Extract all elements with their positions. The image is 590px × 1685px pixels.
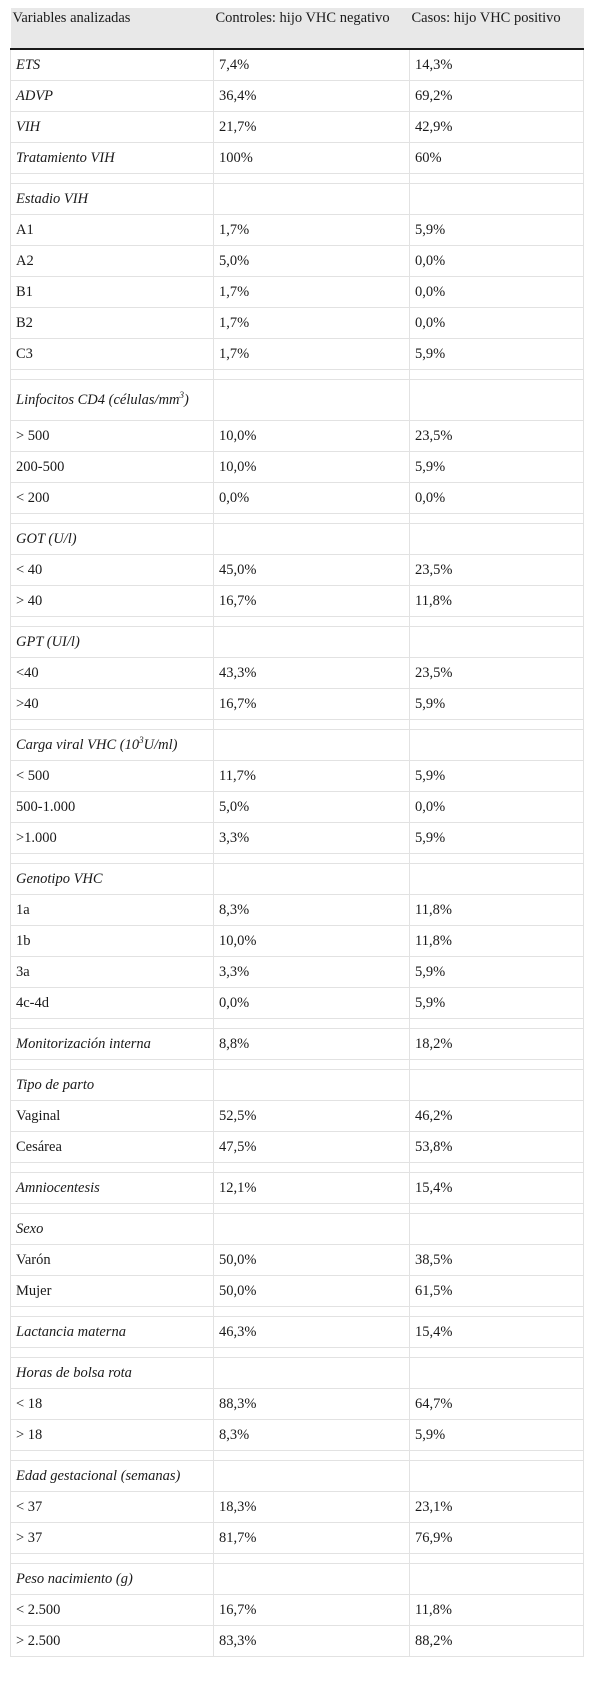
cases-value: 88,2% — [410, 1626, 584, 1657]
cases-value: 42,9% — [410, 112, 584, 143]
group-label — [11, 730, 214, 761]
spacer-cell — [11, 1554, 214, 1564]
category-row — [11, 1101, 584, 1132]
category-row — [11, 1492, 584, 1523]
spacer-cell — [410, 174, 584, 184]
group-label-text: GOT (U/l) — [16, 531, 77, 547]
group-label-text: GPT (UI/l) — [16, 634, 80, 650]
spacer-row — [11, 617, 584, 627]
data-table — [10, 8, 584, 1657]
controls-value: 43,3% — [214, 658, 410, 689]
controls-value: 10,0% — [214, 452, 410, 483]
controls-value: 1,7% — [214, 339, 410, 370]
spacer-cell — [11, 514, 214, 524]
empty-cell — [214, 1358, 410, 1389]
empty-cell — [410, 1461, 584, 1492]
spacer-cell — [11, 1204, 214, 1214]
controls-value: 46,3% — [214, 1317, 410, 1348]
spacer-row — [11, 854, 584, 864]
cases-value: 5,9% — [410, 689, 584, 720]
category-label: < 37 — [11, 1492, 214, 1523]
cases-value: 64,7% — [410, 1389, 584, 1420]
controls-value: 81,7% — [214, 1523, 410, 1554]
spacer-cell — [410, 1348, 584, 1358]
cases-value: 0,0% — [410, 277, 584, 308]
category-row — [11, 215, 584, 246]
cases-value: 5,9% — [410, 823, 584, 854]
cases-value: 61,5% — [410, 1276, 584, 1307]
group-header-row — [11, 184, 584, 215]
group-header-row — [11, 380, 584, 421]
category-label: C3 — [11, 339, 214, 370]
cases-value: 11,8% — [410, 586, 584, 617]
cases-value: 5,9% — [410, 957, 584, 988]
cases-value: 11,8% — [410, 895, 584, 926]
group-header-row — [11, 1358, 584, 1389]
spacer-cell — [410, 1060, 584, 1070]
spacer-row — [11, 1554, 584, 1564]
controls-value: 7,4% — [214, 49, 410, 81]
category-row — [11, 1132, 584, 1163]
column-header-cases: Casos: hijo VHC positivo — [410, 8, 584, 49]
category-label: Vaginal — [11, 1101, 214, 1132]
category-label: B1 — [11, 277, 214, 308]
cases-value: 18,2% — [410, 1029, 584, 1060]
group-label-text: Peso nacimiento (g) — [16, 1571, 133, 1587]
empty-cell — [410, 864, 584, 895]
cases-value: 76,9% — [410, 1523, 584, 1554]
category-label: < 2.500 — [11, 1595, 214, 1626]
cases-value: 15,4% — [410, 1317, 584, 1348]
group-label-suffix: ) — [184, 391, 189, 408]
empty-cell — [410, 1564, 584, 1595]
group-header-row — [11, 864, 584, 895]
table-body — [11, 49, 584, 1657]
empty-cell — [214, 1461, 410, 1492]
variable-label: Lactancia materna — [11, 1317, 214, 1348]
empty-cell — [214, 1070, 410, 1101]
group-label — [11, 1461, 214, 1492]
category-label: > 2.500 — [11, 1626, 214, 1657]
spacer-cell — [11, 370, 214, 380]
spacer-cell — [410, 1554, 584, 1564]
category-row — [11, 988, 584, 1019]
spacer-cell — [410, 1019, 584, 1029]
spacer-cell — [410, 514, 584, 524]
cases-value: 53,8% — [410, 1132, 584, 1163]
controls-value: 0,0% — [214, 988, 410, 1019]
empty-cell — [410, 1358, 584, 1389]
empty-cell — [410, 1214, 584, 1245]
category-label: < 200 — [11, 483, 214, 514]
category-label: B2 — [11, 308, 214, 339]
spacer-cell — [214, 1451, 410, 1461]
group-label-text: Sexo — [16, 1221, 44, 1237]
group-header-row — [11, 1461, 584, 1492]
category-row — [11, 555, 584, 586]
variable-label: ETS — [11, 49, 214, 81]
variable-row — [11, 143, 584, 174]
spacer-cell — [410, 1163, 584, 1173]
category-label: 200-500 — [11, 452, 214, 483]
group-label — [11, 1564, 214, 1595]
spacer-cell — [214, 1019, 410, 1029]
cases-value: 60% — [410, 143, 584, 174]
cases-value: 38,5% — [410, 1245, 584, 1276]
spacer-cell — [214, 1163, 410, 1173]
empty-cell — [214, 1214, 410, 1245]
group-header-row — [11, 627, 584, 658]
controls-value: 16,7% — [214, 586, 410, 617]
controls-value: 5,0% — [214, 792, 410, 823]
group-label-text: Horas de bolsa rota — [16, 1365, 132, 1381]
group-header-row — [11, 1214, 584, 1245]
controls-value: 3,3% — [214, 957, 410, 988]
empty-cell — [410, 380, 584, 421]
group-label — [11, 184, 214, 215]
controls-value: 1,7% — [214, 215, 410, 246]
spacer-row — [11, 1060, 584, 1070]
category-row — [11, 689, 584, 720]
group-header-row — [11, 1564, 584, 1595]
cases-value: 5,9% — [410, 339, 584, 370]
group-label — [11, 524, 214, 555]
cases-value: 46,2% — [410, 1101, 584, 1132]
empty-cell — [214, 627, 410, 658]
cases-value: 0,0% — [410, 308, 584, 339]
empty-cell — [410, 627, 584, 658]
cases-value: 5,9% — [410, 761, 584, 792]
spacer-cell — [214, 174, 410, 184]
spacer-cell — [214, 370, 410, 380]
spacer-row — [11, 174, 584, 184]
spacer-cell — [214, 720, 410, 730]
category-label: Varón — [11, 1245, 214, 1276]
variable-row — [11, 81, 584, 112]
variable-label: VIH — [11, 112, 214, 143]
category-row — [11, 1245, 584, 1276]
category-row — [11, 658, 584, 689]
variable-label: Amniocentesis — [11, 1173, 214, 1204]
group-label-suffix: U/ml) — [143, 737, 178, 753]
controls-value: 8,3% — [214, 895, 410, 926]
spacer-cell — [214, 514, 410, 524]
group-label — [11, 380, 214, 421]
category-row — [11, 586, 584, 617]
group-label-text: Genotipo VHC — [16, 871, 103, 887]
cases-value: 5,9% — [410, 1420, 584, 1451]
controls-value: 36,4% — [214, 81, 410, 112]
spacer-cell — [410, 1307, 584, 1317]
category-row — [11, 957, 584, 988]
spacer-cell — [11, 1451, 214, 1461]
controls-value: 16,7% — [214, 689, 410, 720]
controls-value: 0,0% — [214, 483, 410, 514]
spacer-cell — [11, 854, 214, 864]
controls-value: 50,0% — [214, 1276, 410, 1307]
spacer-cell — [410, 617, 584, 627]
group-label-text: Estadio VIH — [16, 191, 89, 207]
controls-value: 1,7% — [214, 277, 410, 308]
category-label: 4c-4d — [11, 988, 214, 1019]
controls-value: 88,3% — [214, 1389, 410, 1420]
group-header-row — [11, 524, 584, 555]
category-label: A2 — [11, 246, 214, 277]
spacer-row — [11, 1348, 584, 1358]
group-label — [11, 864, 214, 895]
controls-value: 3,3% — [214, 823, 410, 854]
variable-row — [11, 1317, 584, 1348]
category-label: >40 — [11, 689, 214, 720]
category-row — [11, 277, 584, 308]
cases-value: 15,4% — [410, 1173, 584, 1204]
cases-value: 11,8% — [410, 926, 584, 957]
category-row — [11, 792, 584, 823]
controls-value: 52,5% — [214, 1101, 410, 1132]
category-row — [11, 1389, 584, 1420]
variable-row — [11, 1029, 584, 1060]
category-label: > 37 — [11, 1523, 214, 1554]
group-header-row — [11, 730, 584, 761]
empty-cell — [214, 380, 410, 421]
column-header-controls: Controles: hijo VHC negativo — [214, 8, 410, 49]
cases-value: 14,3% — [410, 49, 584, 81]
empty-cell — [214, 864, 410, 895]
group-label — [11, 627, 214, 658]
category-label: A1 — [11, 215, 214, 246]
controls-value: 100% — [214, 143, 410, 174]
category-row — [11, 483, 584, 514]
category-label: 500-1.000 — [11, 792, 214, 823]
table-head — [11, 8, 584, 49]
spacer-cell — [214, 1060, 410, 1070]
spacer-cell — [11, 1348, 214, 1358]
column-header-variables: Variables analizadas — [11, 8, 214, 49]
spacer-cell — [11, 1163, 214, 1173]
controls-value: 8,3% — [214, 1420, 410, 1451]
variable-label: Tratamiento VIH — [11, 143, 214, 174]
spacer-cell — [214, 1348, 410, 1358]
empty-cell — [410, 730, 584, 761]
empty-cell — [214, 524, 410, 555]
group-label — [11, 1358, 214, 1389]
cases-value: 69,2% — [410, 81, 584, 112]
spacer-cell — [11, 1019, 214, 1029]
empty-cell — [214, 730, 410, 761]
controls-value: 10,0% — [214, 926, 410, 957]
spacer-row — [11, 1451, 584, 1461]
cases-value: 0,0% — [410, 792, 584, 823]
group-label-text: Edad gestacional (semanas) — [16, 1468, 181, 1484]
category-row — [11, 1420, 584, 1451]
spacer-row — [11, 1019, 584, 1029]
category-label: < 18 — [11, 1389, 214, 1420]
variable-row — [11, 112, 584, 143]
empty-cell — [410, 524, 584, 555]
category-row — [11, 1626, 584, 1657]
cases-value: 23,1% — [410, 1492, 584, 1523]
cases-value: 23,5% — [410, 555, 584, 586]
variable-row — [11, 1173, 584, 1204]
cases-value: 5,9% — [410, 215, 584, 246]
group-header-row — [11, 1070, 584, 1101]
category-row — [11, 926, 584, 957]
spacer-row — [11, 370, 584, 380]
group-label-superscript: 3 — [139, 735, 144, 746]
empty-cell — [410, 184, 584, 215]
category-row — [11, 823, 584, 854]
category-label: > 18 — [11, 1420, 214, 1451]
controls-value: 47,5% — [214, 1132, 410, 1163]
spacer-cell — [214, 1204, 410, 1214]
controls-value: 8,8% — [214, 1029, 410, 1060]
group-label-text: Linfocitos CD4 (células/mm — [16, 391, 180, 408]
controls-value: 50,0% — [214, 1245, 410, 1276]
spacer-cell — [11, 617, 214, 627]
spacer-row — [11, 720, 584, 730]
empty-cell — [214, 184, 410, 215]
cases-value: 23,5% — [410, 421, 584, 452]
spacer-cell — [214, 1554, 410, 1564]
controls-value: 18,3% — [214, 1492, 410, 1523]
category-row — [11, 452, 584, 483]
category-row — [11, 421, 584, 452]
category-row — [11, 308, 584, 339]
controls-value: 12,1% — [214, 1173, 410, 1204]
controls-value: 21,7% — [214, 112, 410, 143]
group-label — [11, 1214, 214, 1245]
spacer-cell — [410, 854, 584, 864]
category-label: >1.000 — [11, 823, 214, 854]
category-row — [11, 1595, 584, 1626]
header-row — [11, 8, 584, 49]
category-label: 1a — [11, 895, 214, 926]
spacer-row — [11, 1163, 584, 1173]
variable-label: Monitorización interna — [11, 1029, 214, 1060]
category-row — [11, 246, 584, 277]
cases-value: 0,0% — [410, 246, 584, 277]
category-label: <40 — [11, 658, 214, 689]
group-label — [11, 1070, 214, 1101]
spacer-row — [11, 1307, 584, 1317]
controls-value: 10,0% — [214, 421, 410, 452]
controls-value: 83,3% — [214, 1626, 410, 1657]
controls-value: 45,0% — [214, 555, 410, 586]
category-row — [11, 339, 584, 370]
category-label: Mujer — [11, 1276, 214, 1307]
group-label-text: Tipo de parto — [16, 1077, 95, 1093]
controls-value: 5,0% — [214, 246, 410, 277]
cases-value: 23,5% — [410, 658, 584, 689]
empty-cell — [410, 1070, 584, 1101]
category-label: 1b — [11, 926, 214, 957]
category-row — [11, 1523, 584, 1554]
cases-value: 0,0% — [410, 483, 584, 514]
cases-value: 5,9% — [410, 988, 584, 1019]
category-label: Cesárea — [11, 1132, 214, 1163]
spacer-cell — [410, 720, 584, 730]
variable-label: ADVP — [11, 81, 214, 112]
group-label-superscript: 3 — [179, 389, 185, 400]
category-row — [11, 1276, 584, 1307]
spacer-row — [11, 1204, 584, 1214]
spacer-row — [11, 514, 584, 524]
category-label: 3a — [11, 957, 214, 988]
category-label: < 40 — [11, 555, 214, 586]
spacer-cell — [11, 720, 214, 730]
spacer-cell — [214, 1307, 410, 1317]
group-label-text: Carga viral VHC (10 — [16, 737, 140, 753]
spacer-cell — [410, 1204, 584, 1214]
category-row — [11, 895, 584, 926]
category-label: > 500 — [11, 421, 214, 452]
category-label: > 40 — [11, 586, 214, 617]
spacer-cell — [11, 1307, 214, 1317]
spacer-cell — [214, 617, 410, 627]
controls-value: 16,7% — [214, 1595, 410, 1626]
spacer-cell — [410, 370, 584, 380]
cases-value: 11,8% — [410, 1595, 584, 1626]
empty-cell — [214, 1564, 410, 1595]
controls-value: 1,7% — [214, 308, 410, 339]
controls-value: 11,7% — [214, 761, 410, 792]
spacer-cell — [214, 854, 410, 864]
variable-row — [11, 49, 584, 81]
spacer-cell — [11, 1060, 214, 1070]
spacer-cell — [410, 1451, 584, 1461]
category-row — [11, 761, 584, 792]
category-label: < 500 — [11, 761, 214, 792]
cases-value: 5,9% — [410, 452, 584, 483]
spacer-cell — [11, 174, 214, 184]
